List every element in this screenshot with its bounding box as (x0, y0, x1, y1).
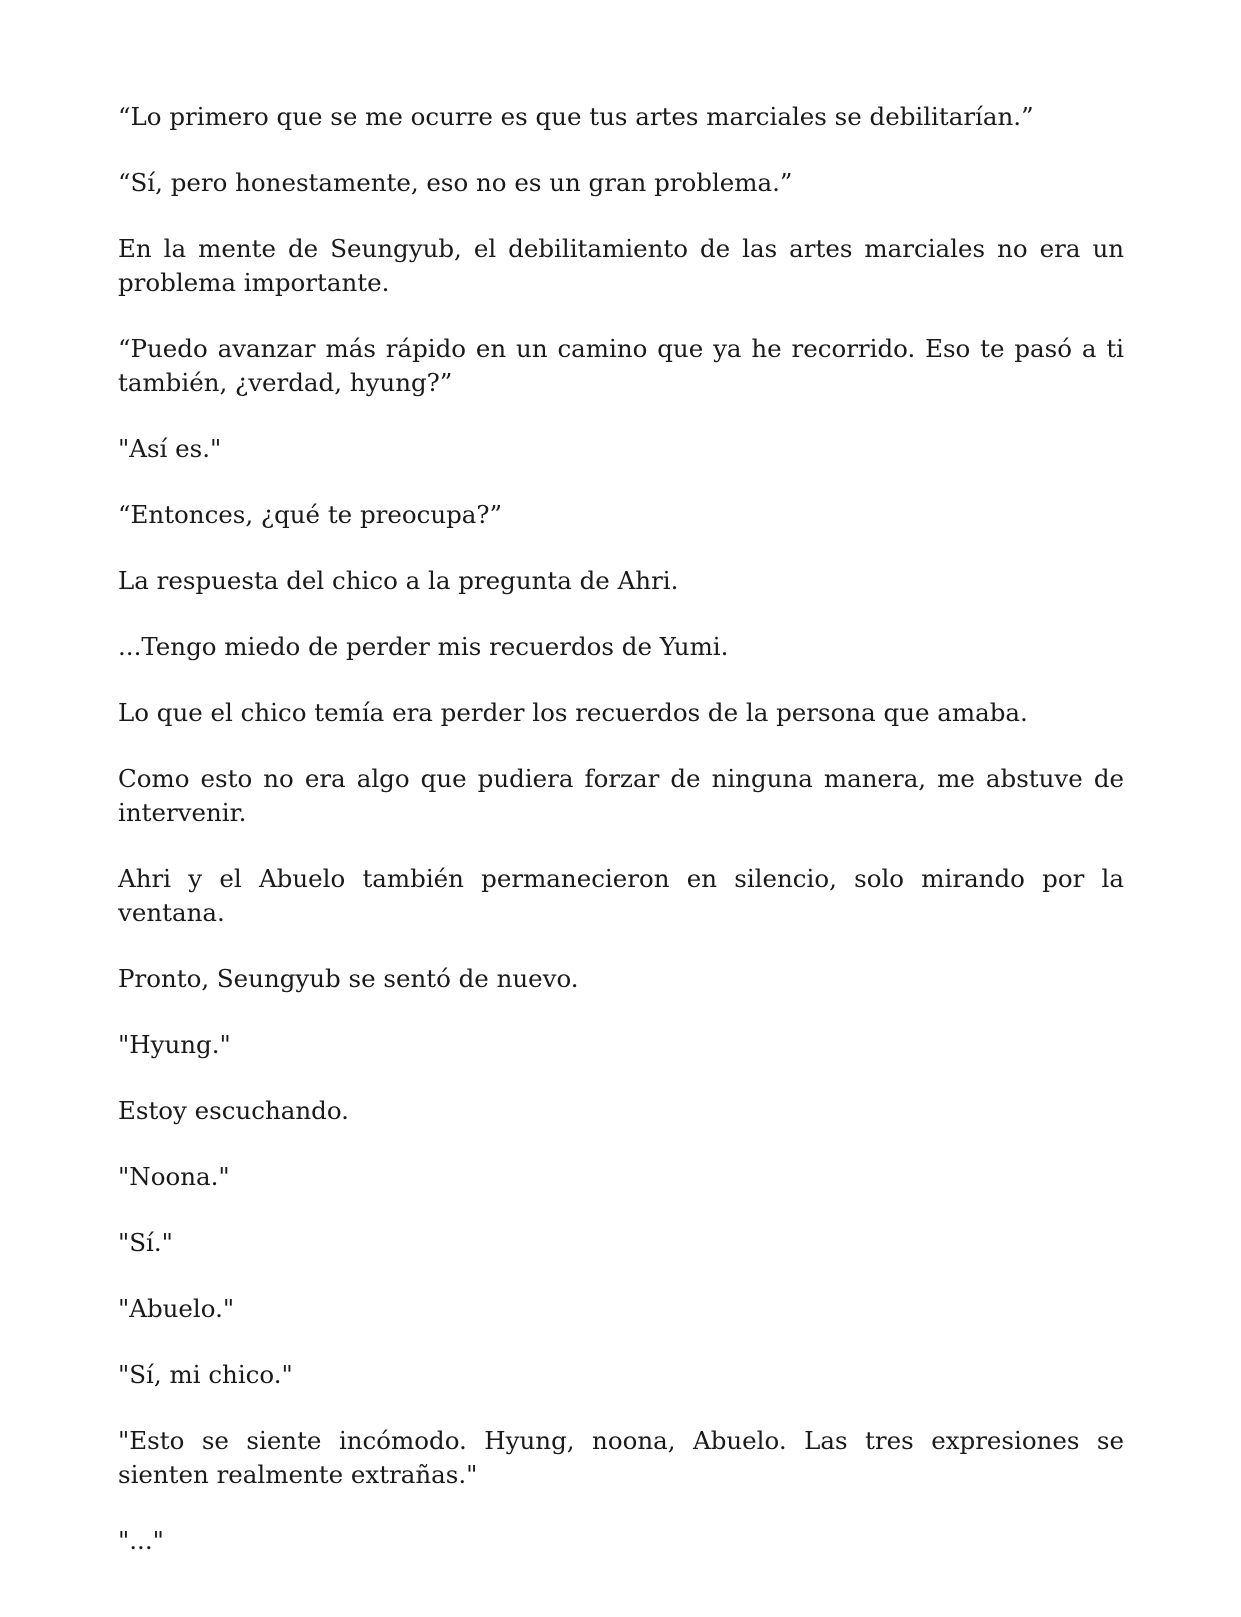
paragraph-8: ...Tengo miedo de perder mis recuerdos de Yumi. (118, 632, 729, 661)
document-body (118, 100, 1124, 1590)
paragraph-3: En la mente de Seungyub, el debilitamiento de las artes marciales no era un problema importante. (118, 234, 1124, 297)
paragraph-6: “Entonces, ¿qué te preocupa?” (118, 500, 503, 529)
paragraph-14: Estoy escuchando. (118, 1096, 349, 1125)
paragraph-5: "Así es." (118, 434, 222, 463)
paragraph-11: Ahri y el Abuelo también permanecieron en silencio, solo mirando por la ventana. (118, 864, 1124, 927)
paragraph-7: La respuesta del chico a la pregunta de Ahri. (118, 566, 679, 595)
paragraph-1: “Lo primero que se me ocurre es que tus artes marciales se debilitarían.” (118, 102, 1034, 131)
paragraph-13: "Hyung." (118, 1030, 231, 1059)
paragraph-4: “Puedo avanzar más rápido en un camino que ya he recorrido. Eso te pasó a ti también, ¿verdad, hyung?” (118, 334, 1124, 397)
paragraph-10: Como esto no era algo que pudiera forzar de ninguna manera, me abstuve de intervenir. (118, 764, 1124, 827)
paragraph-20: "..." (118, 1526, 164, 1555)
paragraph-2: “Sí, pero honestamente, eso no es un gran problema.” (118, 168, 793, 197)
paragraph-19: "Esto se siente incómodo. Hyung, noona, Abuelo. Las tres expresiones se sienten realmente extrañas." (118, 1426, 1124, 1489)
paragraph-18: "Sí, mi chico." (118, 1360, 293, 1389)
paragraph-9: Lo que el chico temía era perder los recuerdos de la persona que amaba. (118, 698, 1028, 727)
paragraph-15: "Noona." (118, 1162, 230, 1191)
paragraph-12: Pronto, Seungyub se sentó de nuevo. (118, 964, 579, 993)
paragraph-16: "Sí." (118, 1228, 173, 1257)
paragraph-17: "Abuelo." (118, 1294, 235, 1323)
